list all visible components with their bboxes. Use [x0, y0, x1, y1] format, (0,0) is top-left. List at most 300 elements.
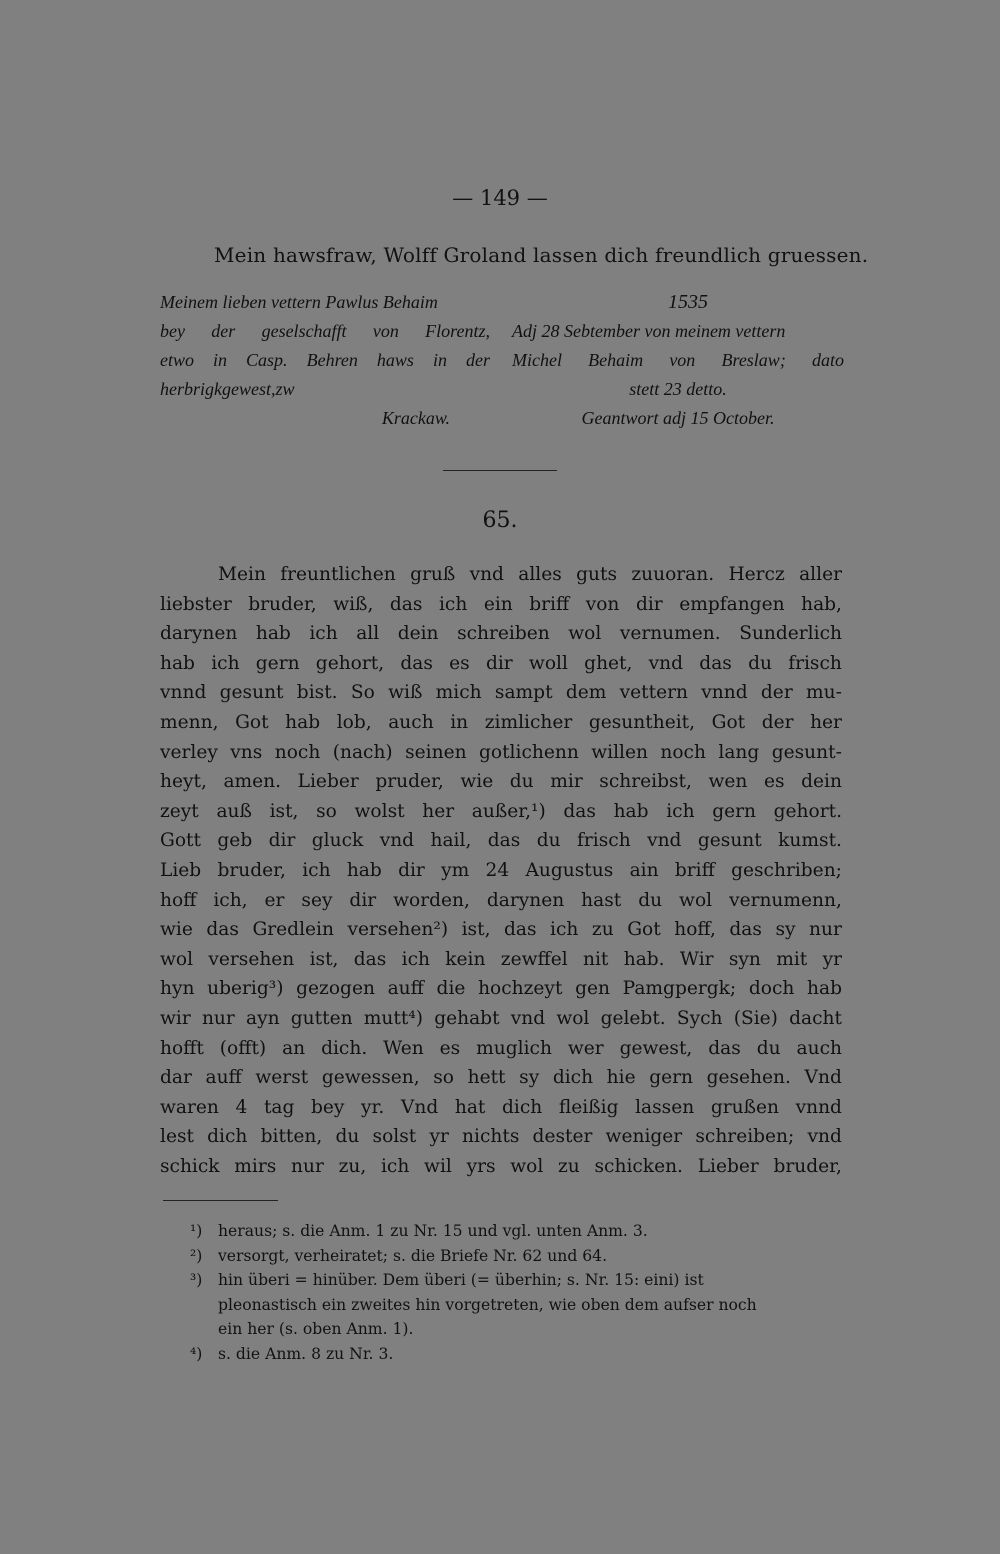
word: Vnd — [804, 1067, 842, 1089]
word: 24 — [485, 859, 510, 881]
word: in — [432, 350, 447, 370]
word: Adj 28 Sebtember von meinem vettern — [512, 321, 786, 341]
word: mir — [550, 771, 583, 793]
word: seinen — [405, 741, 467, 763]
footnote-marker: ²) — [190, 1246, 203, 1265]
word: hail, — [430, 830, 472, 852]
word: all — [356, 623, 380, 645]
body-line — [160, 1063, 842, 1093]
word: hoff, — [674, 919, 716, 941]
word: schreiben; — [695, 1126, 795, 1148]
word: wie — [460, 771, 494, 793]
word: schick — [160, 1155, 220, 1177]
word: das — [389, 593, 423, 615]
word: bruder, — [773, 1155, 842, 1177]
word: zuuoran. — [631, 564, 715, 585]
word: du — [335, 1126, 360, 1148]
footnote-marker: ⁴) — [190, 1344, 203, 1363]
footnote — [190, 1219, 850, 1244]
word: an — [282, 1037, 306, 1059]
word: von — [669, 350, 696, 370]
word: herbrigk — [160, 379, 222, 399]
word: dem — [565, 682, 607, 704]
word: grußen — [710, 1096, 779, 1118]
word: so — [433, 1067, 454, 1089]
body-line — [160, 974, 842, 1004]
word: freuntlichen — [280, 564, 396, 585]
word: doch — [748, 978, 795, 1000]
word: So — [350, 682, 375, 704]
word: dato — [811, 350, 844, 370]
address-line — [160, 375, 490, 404]
word: weniger — [605, 1126, 683, 1148]
word: uberig³) — [207, 978, 284, 1000]
word: amen. — [223, 771, 282, 793]
word: zeyt — [160, 800, 199, 822]
word: darynen — [160, 623, 238, 645]
word: vnd — [807, 1126, 842, 1148]
word: noch — [660, 741, 706, 763]
footnote-marker: ³) — [190, 1271, 203, 1289]
word: sy — [775, 919, 796, 941]
word: wer — [567, 1037, 604, 1059]
word: menn, — [160, 711, 219, 733]
word: Gott — [160, 830, 201, 852]
footnote-divider — [163, 1200, 278, 1201]
word: frisch — [788, 652, 842, 674]
word: (nach) — [332, 741, 393, 763]
body-line — [160, 678, 842, 708]
word: Behren — [306, 350, 358, 370]
word: sy — [519, 1067, 540, 1089]
word: 4 — [235, 1096, 248, 1118]
note-year: 1535 — [668, 291, 708, 313]
word: wol — [510, 1155, 544, 1177]
body-line — [160, 619, 842, 649]
word: das — [729, 919, 762, 941]
word: gotlichenn — [478, 741, 579, 763]
word: nur — [201, 1007, 235, 1029]
word: in — [450, 711, 469, 733]
word: vns — [230, 741, 263, 763]
word: Mein — [218, 564, 266, 585]
word: (offt) — [219, 1037, 267, 1059]
receipt-note — [512, 288, 844, 433]
word: bruder, — [217, 859, 286, 881]
word: vnd — [469, 564, 504, 585]
word: gehort, — [315, 652, 385, 674]
word: gewest, — [222, 379, 276, 399]
word: ain — [629, 859, 659, 881]
word: schreibst, — [599, 771, 692, 793]
section-divider — [443, 470, 557, 471]
word: waren — [160, 1096, 219, 1118]
word: bey — [160, 321, 185, 341]
word: aller — [799, 564, 842, 585]
word: versehen — [208, 948, 295, 970]
word: ein — [483, 593, 513, 615]
word: Michel — [512, 350, 562, 370]
word: Wir — [679, 948, 714, 970]
word: hab — [346, 859, 382, 881]
word: das — [487, 830, 521, 852]
word: fleißig — [558, 1096, 619, 1118]
word: dar — [160, 1067, 192, 1089]
word: auch — [388, 711, 434, 733]
address-line — [160, 404, 490, 433]
word: dir — [485, 652, 513, 674]
word: gesehen. — [706, 1067, 791, 1089]
word: Lieb — [160, 859, 202, 881]
word: ich, — [213, 889, 248, 911]
word: gewessen, — [321, 1067, 420, 1089]
word: vnd — [648, 652, 684, 674]
word: Meinem lieben vettern Pawlus Behaim — [160, 292, 438, 312]
word: gern — [255, 652, 300, 674]
body-line — [160, 826, 842, 856]
word: lob, — [336, 711, 372, 733]
body-line — [160, 738, 842, 768]
footnote: pleonastisch ein zweites hin vorgetreten, wie oben dem aufser noch — [218, 1295, 757, 1314]
note-line — [512, 404, 844, 433]
word: Krackaw. — [381, 408, 450, 428]
note-line — [512, 317, 844, 346]
word: wol — [556, 1007, 590, 1029]
word: schreiben — [457, 623, 550, 645]
body-line — [160, 886, 842, 916]
word: gen — [575, 978, 610, 1000]
word: der — [761, 711, 794, 733]
word: von — [372, 321, 399, 341]
page-number: — 149 — — [452, 186, 548, 210]
word: auch — [796, 1037, 842, 1059]
word: das — [504, 919, 537, 941]
word: dich — [552, 1067, 594, 1089]
body-line — [160, 1093, 842, 1123]
word: auß — [216, 800, 252, 822]
word: lest — [160, 1126, 194, 1148]
word: gutten — [290, 1007, 353, 1029]
word: auff — [205, 1067, 242, 1089]
word: ym — [441, 859, 470, 881]
word: muglich — [476, 1037, 552, 1059]
footnote-text: heraus; s. die Anm. 1 zu Nr. 15 und vgl. unten Anm. 3. — [218, 1222, 648, 1240]
word: ich — [380, 1155, 410, 1177]
body-line — [160, 590, 842, 620]
word: du — [756, 1037, 781, 1059]
word: wolst — [354, 800, 405, 822]
word: mirs — [234, 1155, 277, 1177]
word: das — [206, 919, 239, 941]
word: kein — [445, 948, 486, 970]
word: so — [316, 800, 337, 822]
word: es — [439, 1037, 461, 1059]
word: werst — [255, 1067, 309, 1089]
word: vnd — [647, 830, 682, 852]
word: mich — [435, 682, 482, 704]
body-line — [160, 560, 842, 590]
word: Got — [711, 711, 746, 733]
word: ist, — [269, 800, 299, 822]
word: dich. — [321, 1037, 368, 1059]
body-line — [160, 856, 842, 886]
word: gezogen — [296, 978, 375, 1000]
word: ist, — [461, 919, 491, 941]
word: etwo — [160, 350, 194, 370]
word: das — [708, 1037, 741, 1059]
note-line — [512, 346, 844, 375]
word: vnnd — [701, 682, 748, 704]
footnote-marker: ¹) — [190, 1222, 203, 1240]
word: ist, — [309, 948, 339, 970]
word: wiß, — [333, 593, 374, 615]
word: bist. — [296, 682, 338, 704]
word: Pamgpergk; — [622, 978, 737, 1000]
word: hab — [285, 711, 321, 733]
word: hie — [606, 1067, 636, 1089]
word: dir — [635, 593, 663, 615]
word: versehen²) — [347, 919, 449, 941]
footnote — [190, 1342, 850, 1367]
word: hab, — [801, 593, 842, 615]
word: Hercz — [728, 564, 785, 585]
word: ich — [438, 593, 468, 615]
word: gesuntheit, — [588, 711, 696, 733]
word: wol — [160, 948, 194, 970]
word: dein — [801, 771, 842, 793]
word: sampt — [494, 682, 553, 704]
word: gesunt- — [771, 741, 842, 763]
word: von — [585, 593, 620, 615]
word: vnd — [379, 830, 415, 852]
word: liebster — [160, 593, 232, 615]
word: tag — [263, 1096, 295, 1118]
word: yr — [822, 948, 842, 970]
word: dir — [398, 859, 425, 881]
word: ghet, — [584, 652, 633, 674]
word: willen — [591, 741, 648, 763]
word: bey — [311, 1096, 345, 1118]
footnote — [190, 1268, 850, 1293]
word: hab — [255, 623, 291, 645]
word: solst — [372, 1126, 417, 1148]
address-line — [160, 317, 490, 346]
word: wen — [708, 771, 748, 793]
word: syn — [728, 948, 761, 970]
word: verley — [160, 741, 218, 763]
word: darynen — [486, 889, 565, 911]
word: zewffel — [500, 948, 568, 970]
word: hoff — [160, 889, 197, 911]
word: mu- — [805, 682, 842, 704]
word: vnd — [510, 1007, 546, 1029]
word: Augustus — [525, 859, 614, 881]
word: pruder, — [375, 771, 444, 793]
word: stett 23 detto. — [629, 379, 727, 399]
letter-number: 65. — [482, 508, 518, 533]
word: nur — [291, 1155, 324, 1177]
address-line — [160, 288, 490, 317]
word: gern — [712, 800, 756, 822]
word: mutt⁴) — [363, 1007, 424, 1029]
word: Lieber — [297, 771, 359, 793]
word: hett — [467, 1067, 506, 1089]
word: wiß — [388, 682, 423, 704]
word: zimlicher — [484, 711, 573, 733]
word: hochzeyt — [478, 978, 563, 1000]
word: das — [400, 652, 433, 674]
word: guts — [576, 564, 618, 585]
word: dacht — [789, 1007, 842, 1029]
word: geselschafft — [261, 321, 347, 341]
word: dir — [268, 830, 296, 852]
word: hab — [807, 978, 842, 1000]
word: der — [211, 321, 236, 341]
word: gern — [649, 1067, 693, 1089]
word: Casp. — [246, 350, 288, 370]
note-line — [512, 375, 844, 404]
word: Breslaw; — [721, 350, 786, 370]
word: der — [465, 350, 490, 370]
word: alles — [518, 564, 562, 585]
word: hyn — [160, 978, 195, 1000]
word: wol — [679, 889, 713, 911]
word: außer,¹) — [471, 800, 546, 822]
word: bitten, — [260, 1126, 323, 1148]
word: vettern — [619, 682, 688, 704]
word: wie — [160, 919, 193, 941]
word: dich — [207, 1126, 248, 1148]
word: das — [353, 948, 387, 970]
word: wir — [160, 1007, 191, 1029]
word: dester — [532, 1126, 593, 1148]
word: yr. — [361, 1096, 385, 1118]
word: zu — [591, 919, 614, 941]
word: hab. — [623, 948, 665, 970]
word: dein — [397, 623, 439, 645]
body-line — [160, 767, 842, 797]
word: Behaim — [588, 350, 644, 370]
word: haws — [376, 350, 414, 370]
word: briff — [529, 593, 570, 615]
footnote — [190, 1244, 850, 1269]
word: es — [449, 652, 470, 674]
word: nit — [583, 948, 609, 970]
closing-greeting: Mein hawsfraw, Wolff Groland lassen dich freundlich gruessen. — [214, 243, 869, 267]
body-line — [160, 1034, 842, 1064]
word: ich — [401, 948, 430, 970]
word: vernumen. — [619, 623, 721, 645]
word: ich — [666, 800, 695, 822]
word: worden, — [393, 889, 470, 911]
word: zu, — [338, 1155, 367, 1177]
word: du — [536, 830, 561, 852]
word: gesunt — [697, 830, 762, 852]
footnote-text: s. die Anm. 8 zu Nr. 3. — [218, 1344, 394, 1363]
letter-body — [160, 560, 842, 1181]
body-line — [160, 1152, 842, 1182]
word: vernumenn, — [729, 889, 842, 911]
word: ich — [211, 652, 240, 674]
word: zw — [275, 379, 295, 399]
word: Sunderlich — [739, 623, 842, 645]
word: gruß — [410, 564, 456, 585]
word: woll — [528, 652, 568, 674]
word: heyt, — [160, 771, 207, 793]
word: noch — [274, 741, 321, 763]
word: bruder, — [248, 593, 317, 615]
word: geb — [217, 830, 253, 852]
word: das — [699, 652, 732, 674]
word: vnnd — [160, 682, 207, 704]
body-line — [160, 1004, 842, 1034]
word: yr — [429, 1126, 449, 1148]
body-line — [160, 945, 842, 975]
word: Got — [627, 919, 661, 941]
footnote: ein her (s. oben Anm. 1). — [218, 1320, 414, 1338]
word: wil — [424, 1155, 452, 1177]
word: du — [748, 652, 772, 674]
word: er — [264, 889, 285, 911]
word: gesunt — [219, 682, 284, 704]
word: in — [213, 350, 228, 370]
address-block — [160, 288, 490, 433]
body-line — [160, 797, 842, 827]
word: her — [422, 800, 455, 822]
word: schicken. — [594, 1155, 683, 1177]
word: wol — [568, 623, 602, 645]
word: geschriben; — [731, 859, 842, 881]
word: ich — [302, 859, 331, 881]
word: empfangen — [679, 593, 785, 615]
word: sey — [301, 889, 333, 911]
word: Wen — [383, 1037, 424, 1059]
word: gluck — [311, 830, 364, 852]
word: hat — [454, 1096, 486, 1118]
word: lang — [718, 741, 760, 763]
word: nichts — [462, 1126, 520, 1148]
word: yrs — [466, 1155, 496, 1177]
word: hast — [581, 889, 622, 911]
word: (Sie) — [733, 1007, 778, 1029]
body-line — [160, 1122, 842, 1152]
word: auff — [387, 978, 424, 1000]
word: her — [810, 711, 842, 733]
word: Vnd — [400, 1096, 439, 1118]
footnote-text: hin überi = hinüber. Dem überi (= überhin; s. Nr. 15: eini) ist — [218, 1271, 704, 1289]
address-line — [160, 346, 490, 375]
word: hab — [613, 800, 649, 822]
word: gehort. — [773, 800, 842, 822]
word: die — [436, 978, 466, 1000]
word: gewest, — [619, 1037, 693, 1059]
word: Geantwort adj 15 October. — [581, 408, 775, 428]
footnote-text: versorgt, verheiratet; s. die Briefe Nr. 62 und 64. — [218, 1246, 608, 1265]
word: nur — [809, 919, 842, 941]
word: zu — [558, 1155, 580, 1177]
word: lassen — [635, 1096, 695, 1118]
word: das — [563, 800, 596, 822]
word: hab — [160, 652, 195, 674]
word: du — [509, 771, 534, 793]
word: kumst. — [778, 830, 842, 852]
word: briff — [674, 859, 715, 881]
word: Lieber — [697, 1155, 759, 1177]
body-line — [160, 649, 842, 679]
word: dich — [502, 1096, 543, 1118]
word: hofft — [160, 1037, 204, 1059]
word: vnnd — [795, 1096, 842, 1118]
